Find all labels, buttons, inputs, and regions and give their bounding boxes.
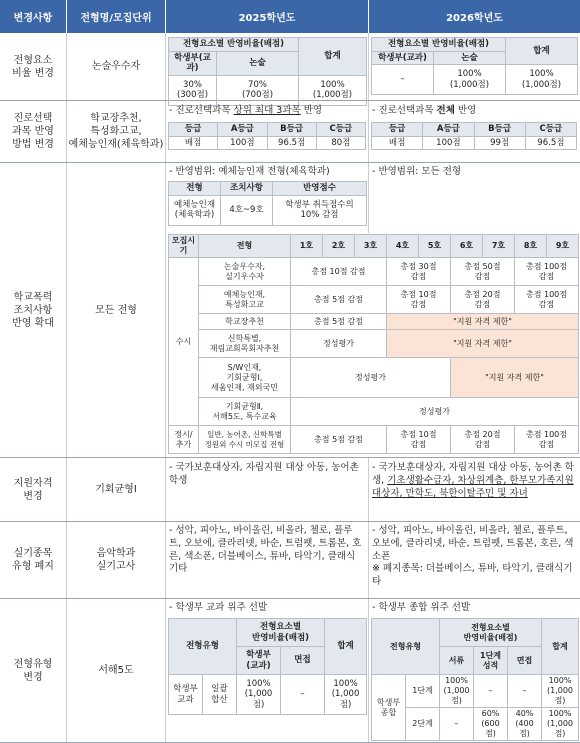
th-record: 학생부(교과) — [372, 51, 434, 65]
career-note-2025: - 진로선택과목 상위 최대 3과목 반영 — [169, 105, 323, 116]
th-9: 9호 — [547, 235, 579, 258]
career-table-2025 — [168, 122, 366, 150]
row-label-eligibility: 지원자격 변경 — [13, 477, 53, 502]
th-total: 합계 — [299, 38, 367, 76]
type-theology: 신학특별, 재림교회목회자추천 — [199, 330, 291, 358]
type-arts: 예체능인재, 특성화고교 — [199, 286, 291, 314]
th-record: 학생부(교과) — [169, 51, 217, 75]
th-grade: 등급 — [169, 123, 218, 137]
th-5: 5호 — [419, 235, 451, 258]
th-type: 전형 — [199, 235, 291, 258]
td-a: 100점 — [218, 136, 267, 150]
val-total: 100% (1,000점) — [299, 75, 367, 105]
unit-seohae: 서해5도 — [98, 665, 134, 676]
td-score-label: 배점 — [169, 136, 218, 150]
th-b: B등급 — [474, 123, 525, 137]
th-c: C등급 — [525, 123, 576, 137]
th-points: 반영점수 — [273, 182, 367, 196]
type-opportunity2: 기회균형Ⅱ, 서해5도, 특수교육 — [199, 398, 291, 426]
th-ratio: 전형요소별 반영비율(배점) — [440, 619, 542, 647]
type-note-2025: - 학생부 교과 위주 선발 — [169, 602, 268, 613]
instruments-2025: - 성악, 피아노, 바이올린, 비올라, 첼로, 플루트, 오보에, 클라리넷, 바순, 트럼펫, 트롬본, 호른, 색소폰, 더블베이스, 튜바, 타악기, 클래식기타 — [169, 525, 362, 575]
cell: 정성평가 — [291, 398, 579, 426]
type-general: 일반, 농어촌, 신학특별 정원외 수시 미모집 전형 — [199, 426, 291, 454]
td-points: 학생부 취득점수의 10% 감점 — [273, 195, 367, 225]
td-interview: – — [281, 675, 325, 715]
cell: 총점 20점 감점 — [451, 426, 515, 454]
td-b: 99점 — [474, 136, 525, 150]
th-type: 전형유형 — [372, 619, 440, 675]
cell: 총점 100점 감점 — [515, 258, 579, 286]
ratio-table-2026 — [371, 37, 578, 95]
violence-grid — [168, 234, 579, 454]
period-susi: 수시 — [169, 258, 199, 426]
th-total: 합계 — [542, 619, 579, 675]
cell-restricted: "지원 자격 제한" — [387, 330, 579, 358]
th-ratio: 전형요소별 반영비율(배점) — [372, 38, 506, 52]
cell: 총점 20점 감점 — [451, 286, 515, 314]
row-label-career: 진로선택 과목 반영 방법 변경 — [12, 113, 54, 150]
violence-table-2025 — [168, 181, 367, 226]
th-measure: 조치사항 — [221, 182, 273, 196]
header-2025: 2025학년도 — [166, 0, 368, 33]
unit-all: 모든 전형 — [95, 304, 137, 316]
th-type: 전형 — [169, 182, 221, 196]
td-stage2: 2단계 — [406, 708, 440, 741]
cell-restricted: "지원 자격 제한" — [451, 358, 579, 398]
row-label-ratio: 전형요소 비율 변경 — [12, 54, 54, 79]
cell: – — [474, 675, 508, 708]
td-total: 100% (1,000점) — [325, 675, 367, 715]
cell-restricted: "지원 자격 제한" — [387, 314, 579, 330]
cell: 100% (1,000점) — [542, 708, 579, 741]
unit-essay: 논술우수자 — [91, 61, 141, 72]
violence-note-2026: - 반영범위: 모든 전형 — [372, 166, 462, 177]
th-1: 1호 — [291, 235, 323, 258]
th-record: 학생부 (교과) — [237, 647, 281, 675]
th-4: 4호 — [387, 235, 419, 258]
cell: 40% (400점) — [508, 708, 542, 741]
th-period: 모집시기 — [169, 235, 199, 258]
cell: 100% (1,000점) — [542, 675, 579, 708]
td-c: 96.5점 — [525, 136, 576, 150]
th-total: 합계 — [506, 38, 578, 65]
th-interview: 면접 — [508, 647, 542, 675]
type-table-2025 — [168, 618, 367, 715]
cell: – — [508, 675, 542, 708]
unit-music: 음악학과 실기고사 — [96, 548, 136, 572]
th-8: 8호 — [515, 235, 547, 258]
th-a: A등급 — [218, 123, 267, 137]
cell: 총점 5점 감점 — [291, 286, 387, 314]
val-essay: 100% (1,000점) — [434, 65, 506, 95]
th-essay: 논술 — [434, 51, 506, 65]
td-type: 예체능인재 (체육학과) — [169, 195, 221, 225]
cell: 총점 50점 감점 — [451, 258, 515, 286]
th-grade: 등급 — [372, 123, 423, 137]
cell: 총점 5점 감점 — [291, 426, 387, 454]
unit-career: 학교장추천, 특성화고교, 예체능인재(체육학과) — [68, 113, 164, 150]
th-essay: 논술 — [217, 51, 299, 75]
val-record: 30% (300점) — [169, 75, 217, 105]
th-b: B등급 — [267, 123, 316, 137]
row-label-instruments: 실기종목 유형 폐지 — [12, 548, 54, 572]
val-total: 100% (1,000점) — [506, 65, 578, 95]
th-stage1: 1단계 성적 — [474, 647, 508, 675]
eligibility-2026: - 국가보훈대상자, 자립지원 대상 아동, 농어촌 학생, 기초생활수급자, 차상위계층, 한부모가족지원대상자, 만학도, 북한이탈주민 및 자녀 — [372, 462, 574, 499]
td-b: 96.5점 — [267, 136, 316, 150]
th-type: 전형유형 — [169, 619, 237, 675]
period-jungsi: 정시/ 추가 — [169, 426, 199, 454]
th-ratio: 전형요소별 반영비율(배점) — [169, 38, 299, 52]
td-type: 학생부 교과 — [169, 675, 203, 715]
header-unit: 전형명/모집단위 — [67, 0, 165, 33]
type-essay: 논술우수자, 실기우수자 — [199, 258, 291, 286]
th-6: 6호 — [451, 235, 483, 258]
cell: – — [440, 708, 474, 741]
instruments-2026: - 성악, 피아노, 바이올린, 비올라, 첼로, 플루트, 오보에, 클라리넷, 바순, 트럼펫, 트롬본, 호른, 색소폰 ※ 폐지종목: 더블베이스, 튜바, 타악기, 클래식기타 — [372, 525, 574, 588]
val-record: – — [372, 65, 434, 95]
type-principal: 학교장추천 — [199, 314, 291, 330]
cell: 총점 10점 감점 — [387, 286, 451, 314]
td-record: 100% (1,000점) — [237, 675, 281, 715]
type-table-2026 — [371, 618, 579, 741]
eligibility-2025: - 국가보훈대상자, 자립지원 대상 아동, 농어촌 학생 — [169, 462, 359, 486]
cell: 100% (1,000점) — [440, 675, 474, 708]
career-note-2026: - 진로선택과목 전체 반영 — [372, 105, 477, 116]
val-essay: 70% (700점) — [217, 75, 299, 105]
th-total: 합계 — [325, 619, 367, 675]
td-score-label: 배점 — [372, 136, 423, 150]
ratio-table-2025 — [168, 37, 367, 106]
cell: 정성평가 — [291, 358, 451, 398]
td-type: 학생부 종합 — [372, 675, 406, 741]
cell: 총점 100점 감점 — [515, 426, 579, 454]
th-7: 7호 — [483, 235, 515, 258]
cell: 총점 100점 감점 — [515, 286, 579, 314]
td-stage1: 1단계 — [406, 675, 440, 708]
row-label-type: 전형유형 변경 — [13, 658, 53, 683]
header-2026: 2026학년도 — [369, 0, 580, 33]
career-table-2026 — [371, 122, 577, 150]
th-ratio: 전형요소별 반영비율(배점) — [237, 619, 325, 647]
th-docs: 서류 — [440, 647, 474, 675]
td-method: 일괄 합산 — [203, 675, 237, 715]
cell: 총점 10점 감점 — [387, 426, 451, 454]
header-changes: 변경사항 — [0, 0, 66, 33]
row-label-violence: 학교폭력 조치사항 반영 확대 — [12, 291, 54, 329]
th-3: 3호 — [355, 235, 387, 258]
th-c: C등급 — [316, 123, 365, 137]
abolished-note: ※ 폐지종목: 더블베이스, 튜바, 타악기, 클래식기타 — [372, 563, 573, 588]
th-a: A등급 — [423, 123, 474, 137]
cell: 총점 30점 감점 — [387, 258, 451, 286]
td-c: 80점 — [316, 136, 365, 150]
th-interview: 면접 — [281, 647, 325, 675]
unit-opportunity1: 기회균형Ⅰ — [95, 484, 137, 495]
type-note-2026: - 학생부 종합 위주 선발 — [372, 602, 471, 613]
td-measure: 4호~9호 — [221, 195, 273, 225]
th-2: 2호 — [323, 235, 355, 258]
cell: 정성평가 — [291, 330, 387, 358]
cell: 총점 10점 감점 — [291, 258, 387, 286]
td-a: 100점 — [423, 136, 474, 150]
cell: 60% (600점) — [474, 708, 508, 741]
cell: 총점 5점 감점 — [291, 314, 387, 330]
violence-note-2025: - 반영범위: 예체능인재 전형(체육학과) — [169, 166, 330, 177]
type-sw: S/W인재, 기회균형Ⅰ, 세움인재, 재외국민 — [199, 358, 291, 398]
